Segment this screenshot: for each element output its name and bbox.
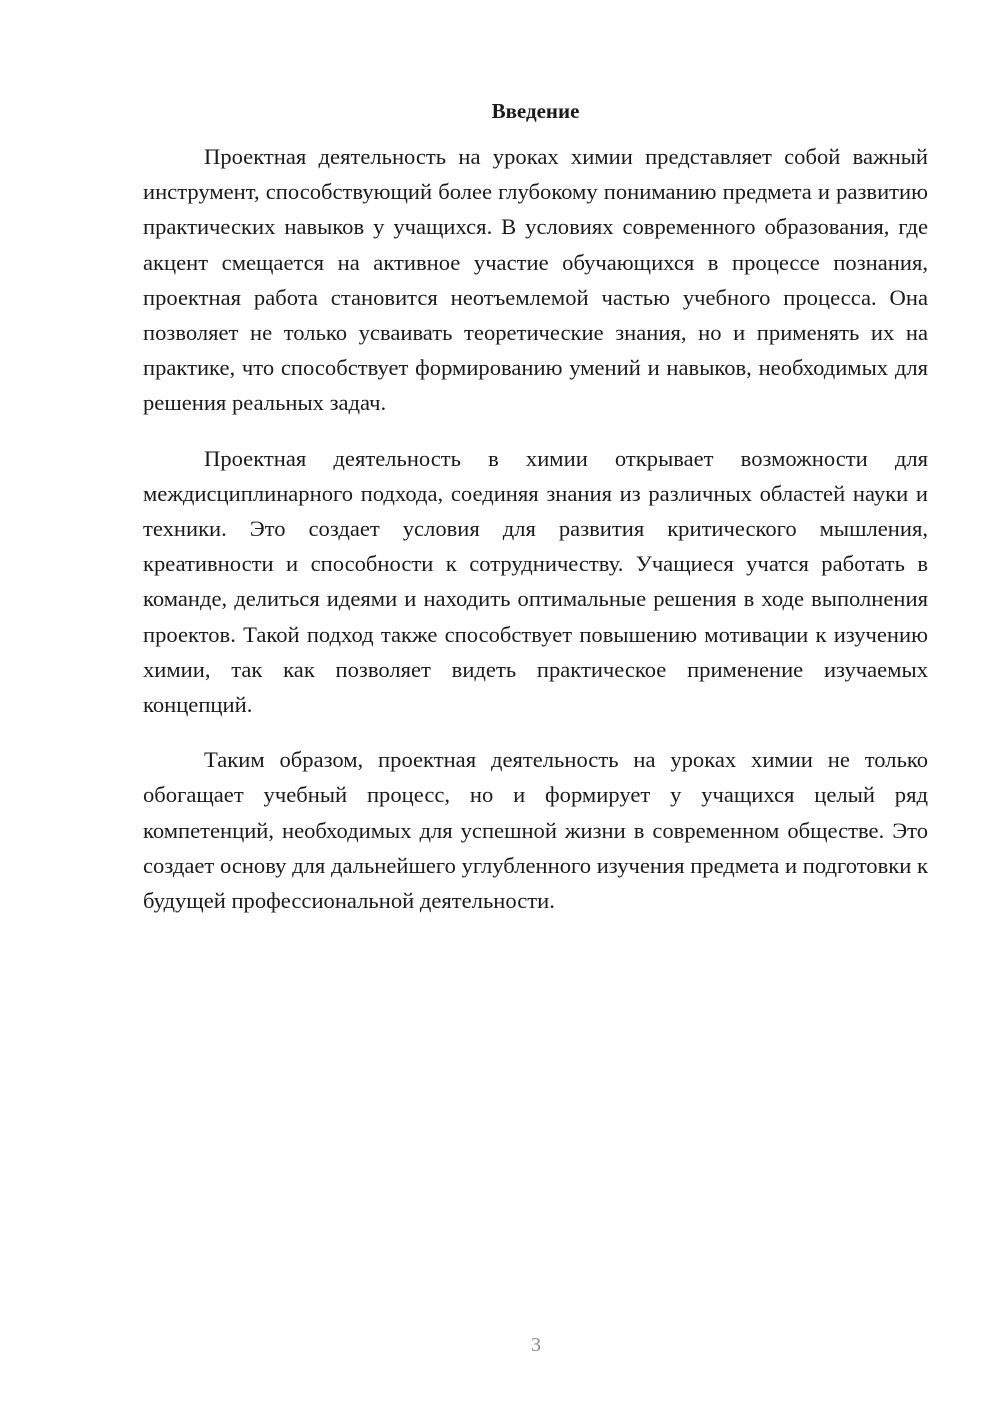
page-content [143,96,928,938]
section-title: Введение [491,99,580,123]
paragraph-2: Проектная деятельность в химии открывает возможности для междисциплинарного подхода, соединяя знания из различных областей науки и техники. Это создает условия для развития критического мышления, креативности и способности к сотрудничеству. Учащиеся учатся работать в команде, делиться идеями и находить оптимальные решения в ходе выполнения проектов. Такой подход также способствует повышению мотивации к изучению химии, так как позволяет видеть практическое применение изучаемых концепций. [143,445,928,718]
paragraph-1: Проектная деятельность на уроках химии представляет собой важный инструмент, способствующий более глубокому пониманию предмета и развитию практических навыков у учащихся. В условиях современного образования, где акцент смещается на активное участие обучающихся в процессе познания, проектная работа становится неотъемлемой частью учебного процесса. Она позволяет не только усваивать теоретические знания, но и применять их на практике, что способствует формированию умений и навыков, необходимых для решения реальных задач. [143,144,928,416]
page-number: 3 [531,1334,541,1356]
paragraph-3: Таким образом, проектная деятельность на уроках химии не только обогащает учебный процесс, но и формирует у учащихся целый ряд компетенций, необходимых для успешной жизни в современном обществе. Это создает основу для дальнейшего углубленного изучения предмета и подготовки к будущей профессиональной деятельности. [143,747,928,914]
